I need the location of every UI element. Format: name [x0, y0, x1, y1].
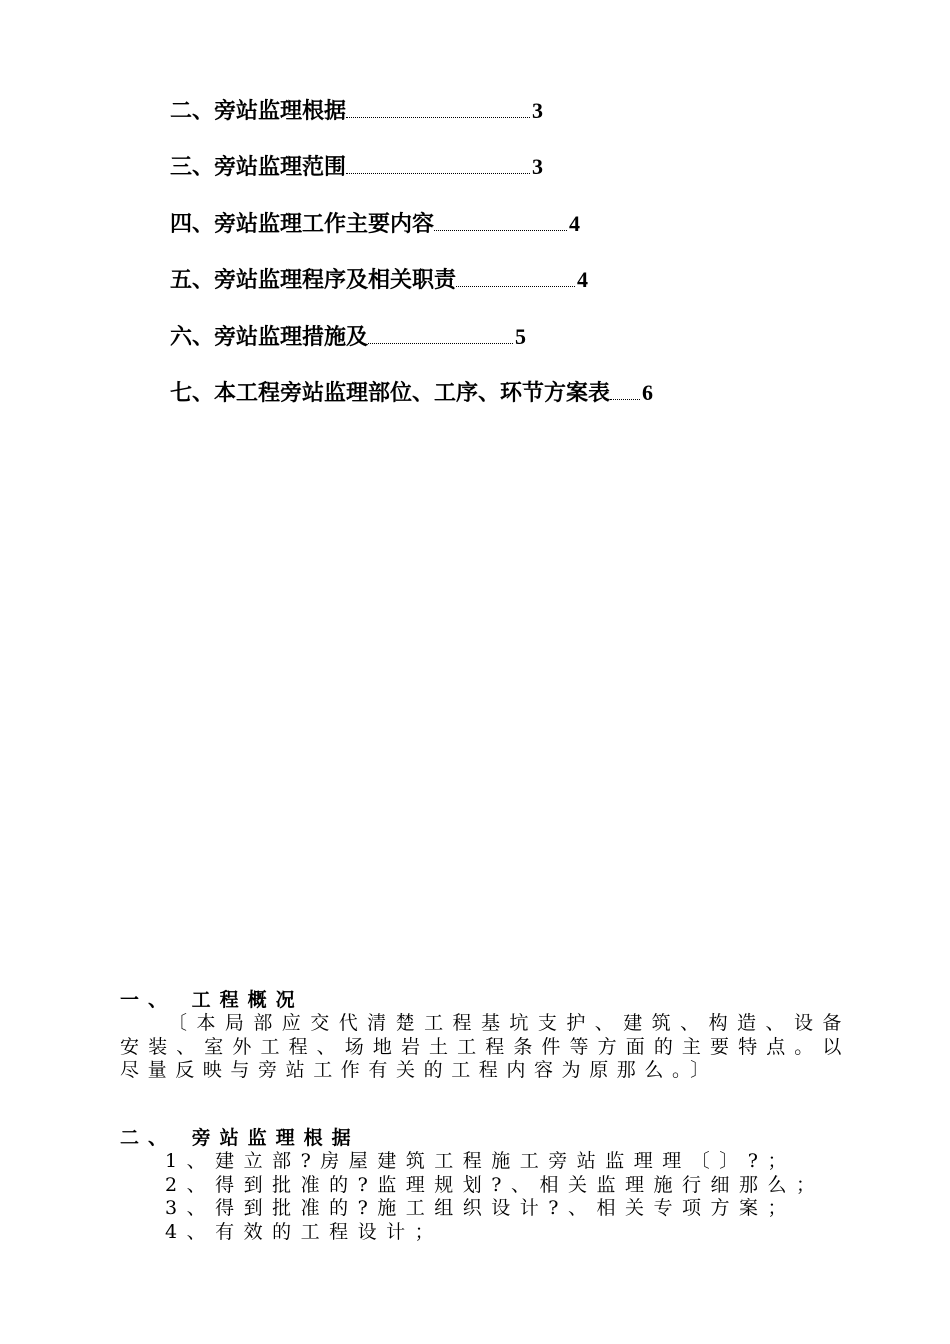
- section-project-overview: [120, 988, 850, 1083]
- toc-entry-title: 五、旁站监理程序及相关职责: [170, 267, 457, 293]
- toc-page-number: 4: [577, 267, 589, 292]
- section-paragraph: 〔本局部应交代清楚工程基坑支护、建筑、构造、设备安装、室外工程、场地岩土工程条件等方面的主要特点。以尽量反映与旁站工作有关的工程内容为原那么。〕: [120, 1012, 850, 1081]
- toc-entry[interactable]: [170, 94, 543, 124]
- toc-leader: [610, 377, 640, 400]
- toc-entry-title: 三、旁站监理范围: [170, 154, 347, 180]
- toc-leader: [346, 95, 530, 118]
- list-item: 1、建立部?房屋建筑工程施工旁站监理理〔〕?；: [165, 1150, 796, 1172]
- section-heading: 二、 旁站监理根据: [120, 1127, 360, 1149]
- toc-page-number: 5: [515, 324, 527, 349]
- toc-entry[interactable]: [170, 207, 580, 237]
- toc-leader: [456, 264, 575, 287]
- toc-leader: [434, 208, 567, 231]
- section-supervision-basis: [120, 1126, 850, 1244]
- list-item: 2、得到批准的?监理规划?、相关监理施行细那么；: [165, 1173, 825, 1196]
- list-item: 4、有效的工程设计；: [165, 1220, 444, 1243]
- toc-page-number: 3: [532, 154, 544, 179]
- toc-page-number: 6: [642, 380, 654, 405]
- toc-entry-title: 二、旁站监理根据: [170, 98, 347, 124]
- section-heading: 一、 工程概况: [120, 989, 304, 1011]
- toc-page-number: 3: [532, 98, 544, 123]
- toc-entry-title: 四、旁站监理工作主要内容: [170, 211, 435, 237]
- toc-entry[interactable]: [170, 263, 588, 293]
- toc-entry-title: 七、本工程旁站监理部位、工序、环节方案表: [170, 380, 611, 406]
- toc-leader: [346, 151, 530, 174]
- toc-page-number: 4: [569, 211, 581, 236]
- list-item: 3、得到批准的?施工组织设计?、相关专项方案；: [165, 1197, 796, 1219]
- toc-entry[interactable]: [170, 320, 526, 350]
- toc-entry[interactable]: [170, 376, 653, 406]
- toc-leader: [368, 321, 513, 344]
- toc-entry[interactable]: [170, 150, 543, 180]
- toc-entry-title: 六、旁站监理措施及: [170, 324, 369, 350]
